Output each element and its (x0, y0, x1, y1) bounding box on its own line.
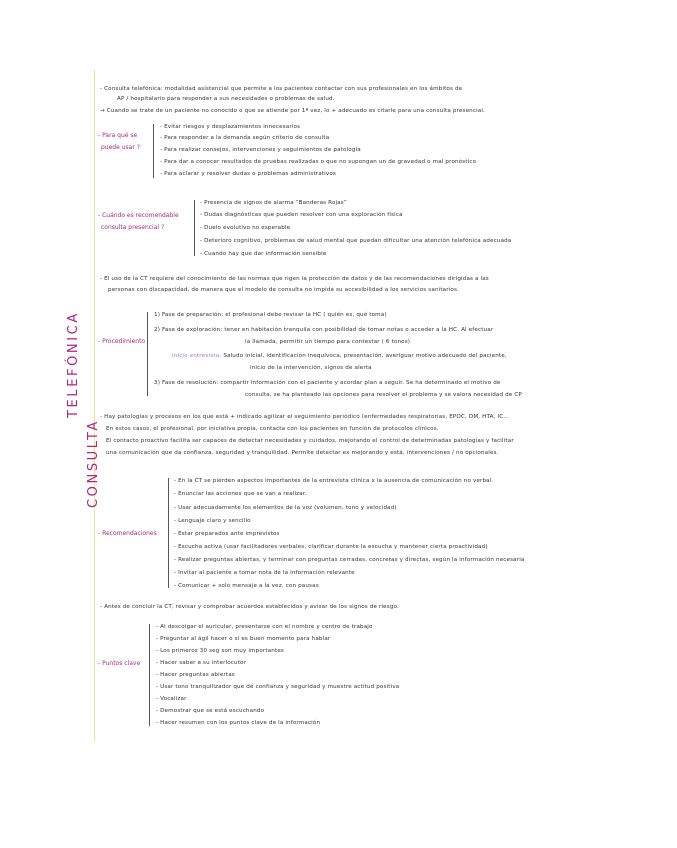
brace (194, 200, 198, 256)
list-item: - Duelo evolutivo no esperable (200, 225, 291, 231)
list-item: - Presencia de signos de alarma “Banderas Rojas” (200, 200, 347, 206)
patologia-line-2: En estos casos, el profesional, por iniciativa propia, contacta con los pacientes en función de protocolos clínicos. (106, 426, 439, 432)
list-item: - Cuando hay que dar información sensible (200, 251, 327, 257)
list-item: - Para dar a conocer resultados de pruebas realizadas o que no supongan un de gravedad o mal pronóstico (160, 159, 477, 165)
step-resolucion: 3) Fase de resolución: compartir información con el paciente y acordar plan a seguir. Se ha determinado el motivo de (154, 380, 501, 386)
inicio-entrevista-heading: Inicio entrevista: (172, 353, 222, 359)
intro-line-2: AP / hospitalario para responder a sus necesidades o problemas de salud. (117, 96, 335, 102)
label-puntos-clave: - Puntos clave (98, 660, 141, 667)
list-item: - Los primeros 30 seg son muy importantes (156, 648, 284, 654)
step-preparacion: 1) Fase de preparación: el profesional debe revisar la HC ( quién es, qué toma) (154, 312, 387, 318)
list-item: - Invitar al paciente a tomar nota de la información relevante (174, 570, 355, 576)
list-item: - Al descolgar el auricular, presentarse con el nombre y centro de trabajo (156, 624, 373, 630)
list-item: - Comunicar + solo mensaje a la vez, con pausas (174, 583, 319, 589)
step-resolucion-cont: consulta, se ha planteado las opciones para resolver el problema y se valora necesidad de CP (245, 392, 522, 398)
label-cuando-2: consulta presencial ? (101, 224, 165, 231)
list-item: - Vocalizar (156, 696, 187, 702)
list-item: - Preguntar al ágil hacer o si es buen momento para hablar (156, 636, 331, 642)
list-item: - Para realizar consejos, intervenciones y seguimientos de patología (160, 147, 361, 153)
uso-line-2: personas con discapacidad, de manera que el modelo de consulta no impida su accesibilidad a los servicios sanitarios. (108, 287, 459, 293)
intro-line-3: → Cuando se trate de un paciente no conocido o que se atiende por 1ª vez, lo + adecuado es citarle para una consulta presencial. (100, 108, 485, 114)
margin-line (94, 70, 95, 742)
inicio-entrevista-text: Saludo inicial, identificación inequívoca, presentación, averiguar motivo adecuado del paciente, (223, 353, 507, 359)
list-item: - Usar adecuadamente los elementos de la voz (volumen, tono y velocidad) (174, 505, 397, 511)
brace (149, 624, 153, 726)
list-item: - Estar preparados ante imprevistos (174, 531, 280, 537)
brace (168, 478, 172, 588)
patologia-line-3: El contacto proactivo facilita ser capaces de detectar necesidades y cuidados, mejorando el control de determinadas patologías y facilitar (106, 438, 514, 444)
list-item: - Hacer saber a su interlocutor (156, 660, 247, 666)
list-item: - Para aclarar y resolver dudas o problemas administrativos (160, 171, 336, 177)
label-recomendaciones: - Recomendaciones (98, 530, 157, 537)
list-item: - Enunciar las acciones que se van a realizar. (174, 491, 307, 497)
list-item: - En la CT se pierden aspectos importantes de la entrevista clínica x la ausencia de comunicación no verbal. (174, 478, 494, 484)
list-item: - Usar tono tranquilizador que dé confianza y seguridad y muestre actitud positiva (156, 684, 400, 690)
list-item: - Demostrar que se está escuchando (156, 708, 265, 714)
list-item: - Hacer preguntas abiertas (156, 672, 235, 678)
label-para-que-2: puede usar ? (101, 144, 140, 151)
vertical-title-telefonica: TELEFÓNICA (66, 311, 81, 418)
patologia-line-4: una comunicación que da confianza, seguridad y tranquilidad. Permite detectar ex mejorando y está, intervenciones / no opcionales. (106, 450, 499, 456)
brace (147, 312, 151, 396)
label-para-que: - Para qué se (98, 132, 138, 139)
vertical-title-consulta: CONSULTA (86, 419, 101, 508)
uso-line-1: - El uso de la CT requiere del conocimiento de las normas que rigen la protección de datos y de las recomendaciones dirigidas a las (100, 276, 489, 282)
step-exploracion-cont: la llamada, permitir un tiempo para contestar ( 6 tonos) (245, 339, 411, 345)
antes-line: - Antes de concluir la CT, revisar y comprobar acuerdos establecidos y avisar de los signos de riesgo. (100, 604, 399, 610)
step-exploracion: 2) Fase de exploración: tener en habitación tranquila con posibilidad de tomar notas o acceder a la HC. Al efectuar (154, 327, 494, 333)
patologia-line-1: - Hay patologías y procesos en los que está + indicado agilizar el seguimiento periódico (enfermedades respiratorias, EPOC, DM, HTA, IC... (100, 414, 510, 420)
list-item: - Dudas diagnósticas que pueden resolver con una exploración física (200, 212, 403, 218)
list-item: - Evitar riesgos y desplazamientos innecesarios (160, 124, 301, 130)
list-item: - Deterioro cognitivo, problemas de salud mental que puedan dificultar una atención telefónica adecuada (200, 238, 512, 244)
list-item: - Realizar preguntas abiertas, y terminar con preguntas cerradas, concretas y directas, según la información necesaria (174, 557, 525, 563)
list-item: - Hacer resumen con los puntos clave de la información (156, 720, 321, 726)
intro-line-1: - Consulta telefónica: modalidad asistencial que permite a los pacientes contactar con sus profesionales en los ámbitos de (100, 86, 463, 92)
label-procedimiento: - Procedimiento (98, 338, 146, 345)
brace (153, 124, 157, 178)
inicio-entrevista-cont: inicio de la intervención, signos de alerta (250, 365, 372, 371)
label-cuando: - Cuándo es recomendable (98, 212, 179, 219)
list-item: - Para responder a la demanda según criterio de consulta (160, 135, 330, 141)
list-item: - Escucha activa (usar facilitadores verbales, clarificar durante la escucha y mantener cierta proactividad) (174, 544, 488, 550)
list-item: - Lenguaje claro y sencillo (174, 518, 251, 524)
